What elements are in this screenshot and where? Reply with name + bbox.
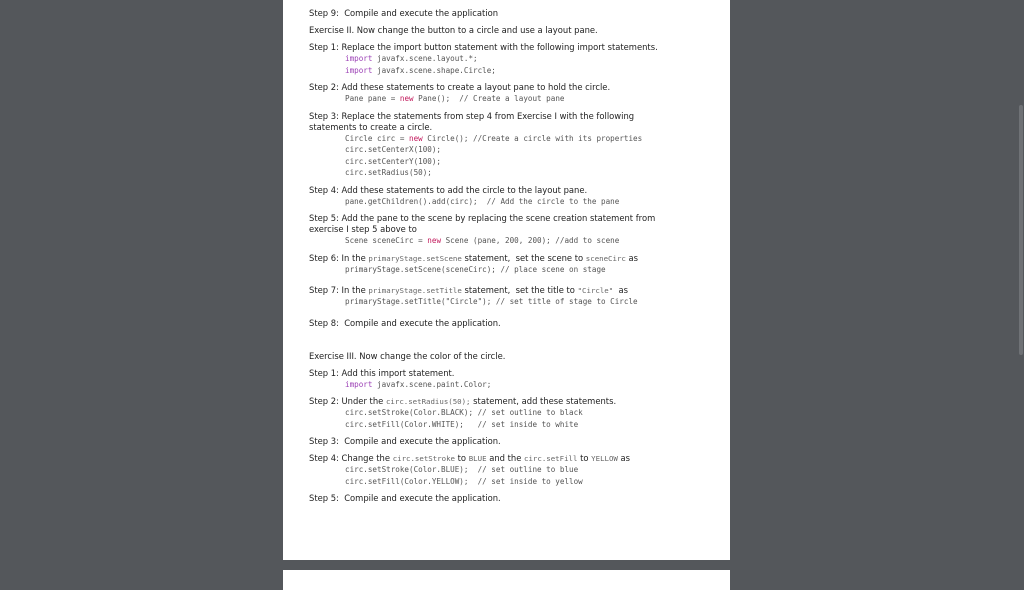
code-text: javafx.scene.shape.Circle;: [372, 65, 496, 75]
ex3-step-3: Step 3: Compile and execute the application.: [309, 436, 501, 446]
code-line: circ.setCenterY(100);: [345, 156, 442, 166]
code-text: Circle circ =: [345, 133, 410, 143]
ex2-step-2: Step 2: Add these statements to create a layout pane to hold the circle.: [309, 82, 611, 92]
ex2-step-5: Step 5: Add the pane to the scene by replacing the scene creation statement from: [309, 213, 656, 223]
code-line: [309, 379, 730, 391]
ex2-step-3: Step 3: Replace the statements from step 4 from Exercise I with the following: [309, 110, 635, 121]
ex2-step-8: Step 8: Compile and execute the application.: [309, 317, 501, 328]
document-page: [283, 0, 730, 560]
inline-code: circ.setFill: [524, 454, 578, 463]
code-text: javafx.scene.layout.*;: [372, 54, 478, 63]
code-text: Scene sceneCirc =: [345, 236, 428, 245]
step-text: and the: [486, 453, 525, 463]
code-line: [309, 65, 730, 77]
code-line: circ.setFill(Color.YELLOW); // set inside to yellow: [345, 476, 583, 486]
ex2-step-1: Step 1: Replace the import button statement with the following import statements.: [309, 42, 658, 52]
ex2-step-7: [309, 285, 730, 296]
ex3-step-4: [309, 453, 730, 464]
scrollbar-thumb[interactable]: [1019, 105, 1023, 355]
code-line: circ.setCenterX(100);: [345, 145, 442, 154]
code-keyword: new: [427, 236, 442, 245]
step-text: as: [625, 252, 639, 263]
step-text: as: [617, 453, 631, 463]
ex2-step-5-cont: exercise I step 5 above to: [309, 224, 417, 234]
inline-code: circ.setStroke: [392, 454, 455, 463]
step-text: Step 6: In the: [309, 252, 369, 263]
inline-code: BLUE: [468, 454, 487, 463]
ex3-step-1: Step 1: Add this import statement.: [309, 367, 455, 378]
inline-code: "Circle": [577, 286, 614, 295]
inline-code: YELLOW: [591, 454, 618, 463]
step-text: Step 2: Under the: [309, 396, 386, 406]
code-text: Scene (pane, 200, 200); //add to scene: [441, 236, 620, 245]
ex2-step-3-cont: statements to create a circle.: [309, 121, 433, 132]
step-text: to: [454, 453, 469, 463]
code-line: pane.getChildren().add(circ); // Add the circle to the pane: [345, 196, 620, 206]
code-text: javafx.scene.paint.Color;: [372, 379, 492, 389]
code-keyword: import: [345, 379, 373, 389]
ex2-step-6: [309, 253, 730, 264]
step-9-ex1: Step 9: Compile and execute the application: [309, 8, 499, 18]
code-line: primaryStage.setTitle("Circle"); // set title of stage to Circle: [345, 297, 638, 306]
code-keyword: import: [345, 65, 373, 75]
inline-code: primaryStage.setScene: [368, 253, 462, 263]
exercise-2-heading: Exercise II. Now change the button to a circle and use a layout pane.: [309, 25, 598, 35]
step-text: statement, set the scene to: [461, 252, 586, 263]
step-text: statement, set the title to: [461, 285, 578, 295]
step-text: Step 4: Change the: [309, 453, 393, 463]
code-keyword: new: [409, 133, 423, 143]
code-line: [309, 93, 730, 105]
inline-code: sceneCirc: [585, 253, 626, 263]
code-text: Pane pane =: [345, 94, 400, 103]
inline-code: primaryStage.setTitle: [368, 286, 462, 295]
scrollbar[interactable]: [1018, 105, 1024, 355]
code-line: circ.setStroke(Color.BLACK); // set outline to black: [345, 408, 583, 417]
code-keyword: import: [345, 54, 373, 63]
code-text: Pane(); // Create a layout pane: [413, 94, 565, 103]
code-text: Circle(); //Create a circle with its properties: [422, 133, 643, 143]
code-line: [309, 53, 730, 65]
code-keyword: new: [399, 94, 414, 103]
code-line: [309, 235, 730, 247]
step-text: to: [577, 453, 592, 463]
ex3-step-5: Step 5: Compile and execute the application.: [309, 493, 501, 503]
code-line: circ.setStroke(Color.BLUE); // set outline to blue: [345, 465, 579, 474]
code-line: circ.setRadius(50);: [345, 168, 432, 177]
code-line: primaryStage.setScene(sceneCirc); // place scene on stage: [345, 264, 606, 274]
step-text: Step 7: In the: [309, 285, 369, 295]
step-text: as: [613, 285, 629, 295]
ex2-step-4: Step 4: Add these statements to add the circle to the layout pane.: [309, 184, 588, 195]
code-line: [309, 133, 730, 145]
inline-code: circ.setRadius(50);: [385, 397, 471, 406]
step-text: statement, add these statements.: [470, 396, 617, 406]
code-line: circ.setFill(Color.WHITE); // set inside to white: [345, 419, 579, 429]
exercise-3-heading: Exercise III. Now change the color of the circle.: [309, 350, 506, 361]
next-page: [283, 570, 730, 590]
ex3-step-2: [309, 396, 730, 407]
